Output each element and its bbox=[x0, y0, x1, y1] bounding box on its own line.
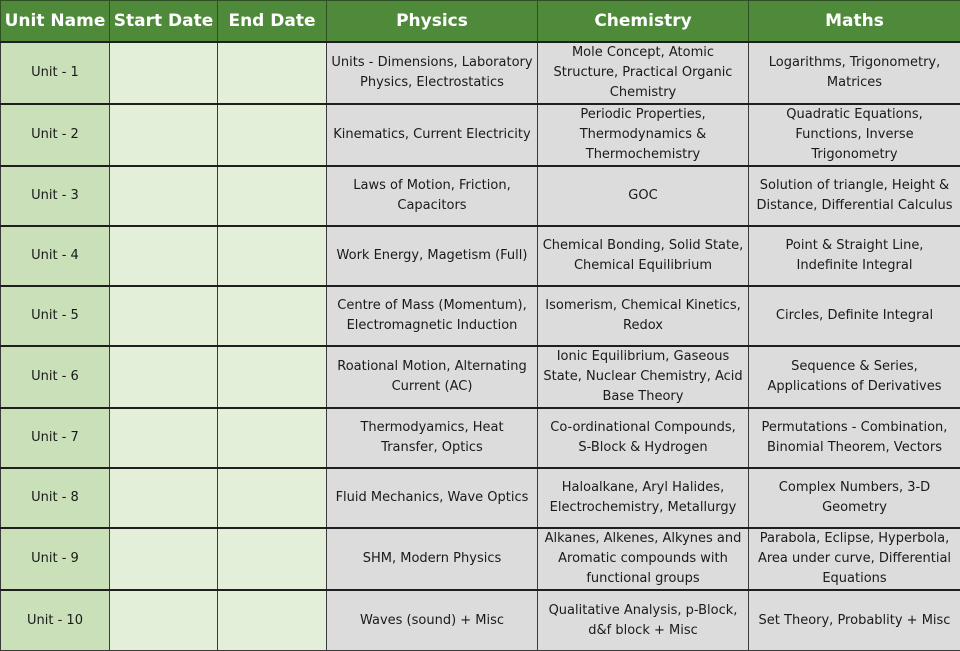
header-unit-name: Unit Name bbox=[1, 1, 110, 43]
physics-cell[interactable]: Units - Dimensions, Laboratory Physics, Electrostatics bbox=[327, 42, 538, 104]
start-date-cell[interactable] bbox=[110, 468, 218, 528]
unit-name-cell[interactable]: Unit - 3 bbox=[1, 166, 110, 226]
table-row bbox=[1, 166, 960, 226]
chemistry-cell[interactable]: Chemical Bonding, Solid State, Chemical Equilibrium bbox=[538, 226, 749, 286]
physics-cell[interactable]: SHM, Modern Physics bbox=[327, 528, 538, 590]
unit-name-cell[interactable]: Unit - 7 bbox=[1, 408, 110, 468]
maths-cell[interactable]: Permutations - Combination, Binomial Theorem, Vectors bbox=[749, 408, 960, 468]
end-date-cell[interactable] bbox=[218, 166, 327, 226]
header-row bbox=[1, 1, 960, 43]
maths-cell[interactable]: Complex Numbers, 3-D Geometry bbox=[749, 468, 960, 528]
header-maths: Maths bbox=[749, 1, 960, 43]
unit-name-cell[interactable]: Unit - 9 bbox=[1, 528, 110, 590]
end-date-cell[interactable] bbox=[218, 226, 327, 286]
start-date-cell[interactable] bbox=[110, 42, 218, 104]
table-row bbox=[1, 468, 960, 528]
maths-cell[interactable]: Solution of triangle, Height & Distance, Differential Calculus bbox=[749, 166, 960, 226]
chemistry-cell[interactable]: GOC bbox=[538, 166, 749, 226]
chemistry-cell[interactable]: Alkanes, Alkenes, Alkynes and Aromatic compounds with functional groups bbox=[538, 528, 749, 590]
table-row bbox=[1, 226, 960, 286]
unit-name-cell[interactable]: Unit - 8 bbox=[1, 468, 110, 528]
unit-name-cell[interactable]: Unit - 6 bbox=[1, 346, 110, 408]
table-row bbox=[1, 408, 960, 468]
maths-cell[interactable]: Sequence & Series, Applications of Derivatives bbox=[749, 346, 960, 408]
physics-cell[interactable]: Fluid Mechanics, Wave Optics bbox=[327, 468, 538, 528]
end-date-cell[interactable] bbox=[218, 104, 327, 166]
unit-name-cell[interactable]: Unit - 10 bbox=[1, 590, 110, 650]
maths-cell[interactable]: Parabola, Eclipse, Hyperbola, Area under curve, Differential Equations bbox=[749, 528, 960, 590]
chemistry-cell[interactable]: Mole Concept, Atomic Structure, Practical Organic Chemistry bbox=[538, 42, 749, 104]
table-row bbox=[1, 590, 960, 650]
maths-cell[interactable]: Circles, Definite Integral bbox=[749, 286, 960, 346]
start-date-cell[interactable] bbox=[110, 104, 218, 166]
header-start-date: Start Date bbox=[110, 1, 218, 43]
header-chemistry: Chemistry bbox=[538, 1, 749, 43]
unit-name-cell[interactable]: Unit - 1 bbox=[1, 42, 110, 104]
chemistry-cell[interactable]: Ionic Equilibrium, Gaseous State, Nuclear Chemistry, Acid Base Theory bbox=[538, 346, 749, 408]
end-date-cell[interactable] bbox=[218, 346, 327, 408]
physics-cell[interactable]: Centre of Mass (Momentum), Electromagnetic Induction bbox=[327, 286, 538, 346]
chemistry-cell[interactable]: Qualitative Analysis, p-Block, d&f block + Misc bbox=[538, 590, 749, 650]
end-date-cell[interactable] bbox=[218, 590, 327, 650]
maths-cell[interactable]: Set Theory, Probablity + Misc bbox=[749, 590, 960, 650]
unit-name-cell[interactable]: Unit - 2 bbox=[1, 104, 110, 166]
start-date-cell[interactable] bbox=[110, 590, 218, 650]
maths-cell[interactable]: Point & Straight Line, Indefinite Integral bbox=[749, 226, 960, 286]
end-date-cell[interactable] bbox=[218, 468, 327, 528]
start-date-cell[interactable] bbox=[110, 166, 218, 226]
table-row bbox=[1, 104, 960, 166]
table-row bbox=[1, 346, 960, 408]
physics-cell[interactable]: Waves (sound) + Misc bbox=[327, 590, 538, 650]
physics-cell[interactable]: Roational Motion, Alternating Current (AC) bbox=[327, 346, 538, 408]
maths-cell[interactable]: Logarithms, Trigonometry, Matrices bbox=[749, 42, 960, 104]
start-date-cell[interactable] bbox=[110, 226, 218, 286]
table-row bbox=[1, 42, 960, 104]
unit-name-cell[interactable]: Unit - 4 bbox=[1, 226, 110, 286]
physics-cell[interactable]: Laws of Motion, Friction, Capacitors bbox=[327, 166, 538, 226]
start-date-cell[interactable] bbox=[110, 408, 218, 468]
end-date-cell[interactable] bbox=[218, 286, 327, 346]
end-date-cell[interactable] bbox=[218, 528, 327, 590]
physics-cell[interactable]: Thermodyamics, Heat Transfer, Optics bbox=[327, 408, 538, 468]
chemistry-cell[interactable]: Co-ordinational Compounds, S-Block & Hydrogen bbox=[538, 408, 749, 468]
chemistry-cell[interactable]: Haloalkane, Aryl Halides, Electrochemistry, Metallurgy bbox=[538, 468, 749, 528]
header-physics: Physics bbox=[327, 1, 538, 43]
start-date-cell[interactable] bbox=[110, 286, 218, 346]
physics-cell[interactable]: Kinematics, Current Electricity bbox=[327, 104, 538, 166]
physics-cell[interactable]: Work Energy, Magetism (Full) bbox=[327, 226, 538, 286]
chemistry-cell[interactable]: Periodic Properties, Thermodynamics & Thermochemistry bbox=[538, 104, 749, 166]
maths-cell[interactable]: Quadratic Equations, Functions, Inverse Trigonometry bbox=[749, 104, 960, 166]
table-row bbox=[1, 286, 960, 346]
end-date-cell[interactable] bbox=[218, 42, 327, 104]
chemistry-cell[interactable]: Isomerism, Chemical Kinetics, Redox bbox=[538, 286, 749, 346]
header-end-date: End Date bbox=[218, 1, 327, 43]
start-date-cell[interactable] bbox=[110, 528, 218, 590]
start-date-cell[interactable] bbox=[110, 346, 218, 408]
end-date-cell[interactable] bbox=[218, 408, 327, 468]
table-row bbox=[1, 528, 960, 590]
unit-name-cell[interactable]: Unit - 5 bbox=[1, 286, 110, 346]
